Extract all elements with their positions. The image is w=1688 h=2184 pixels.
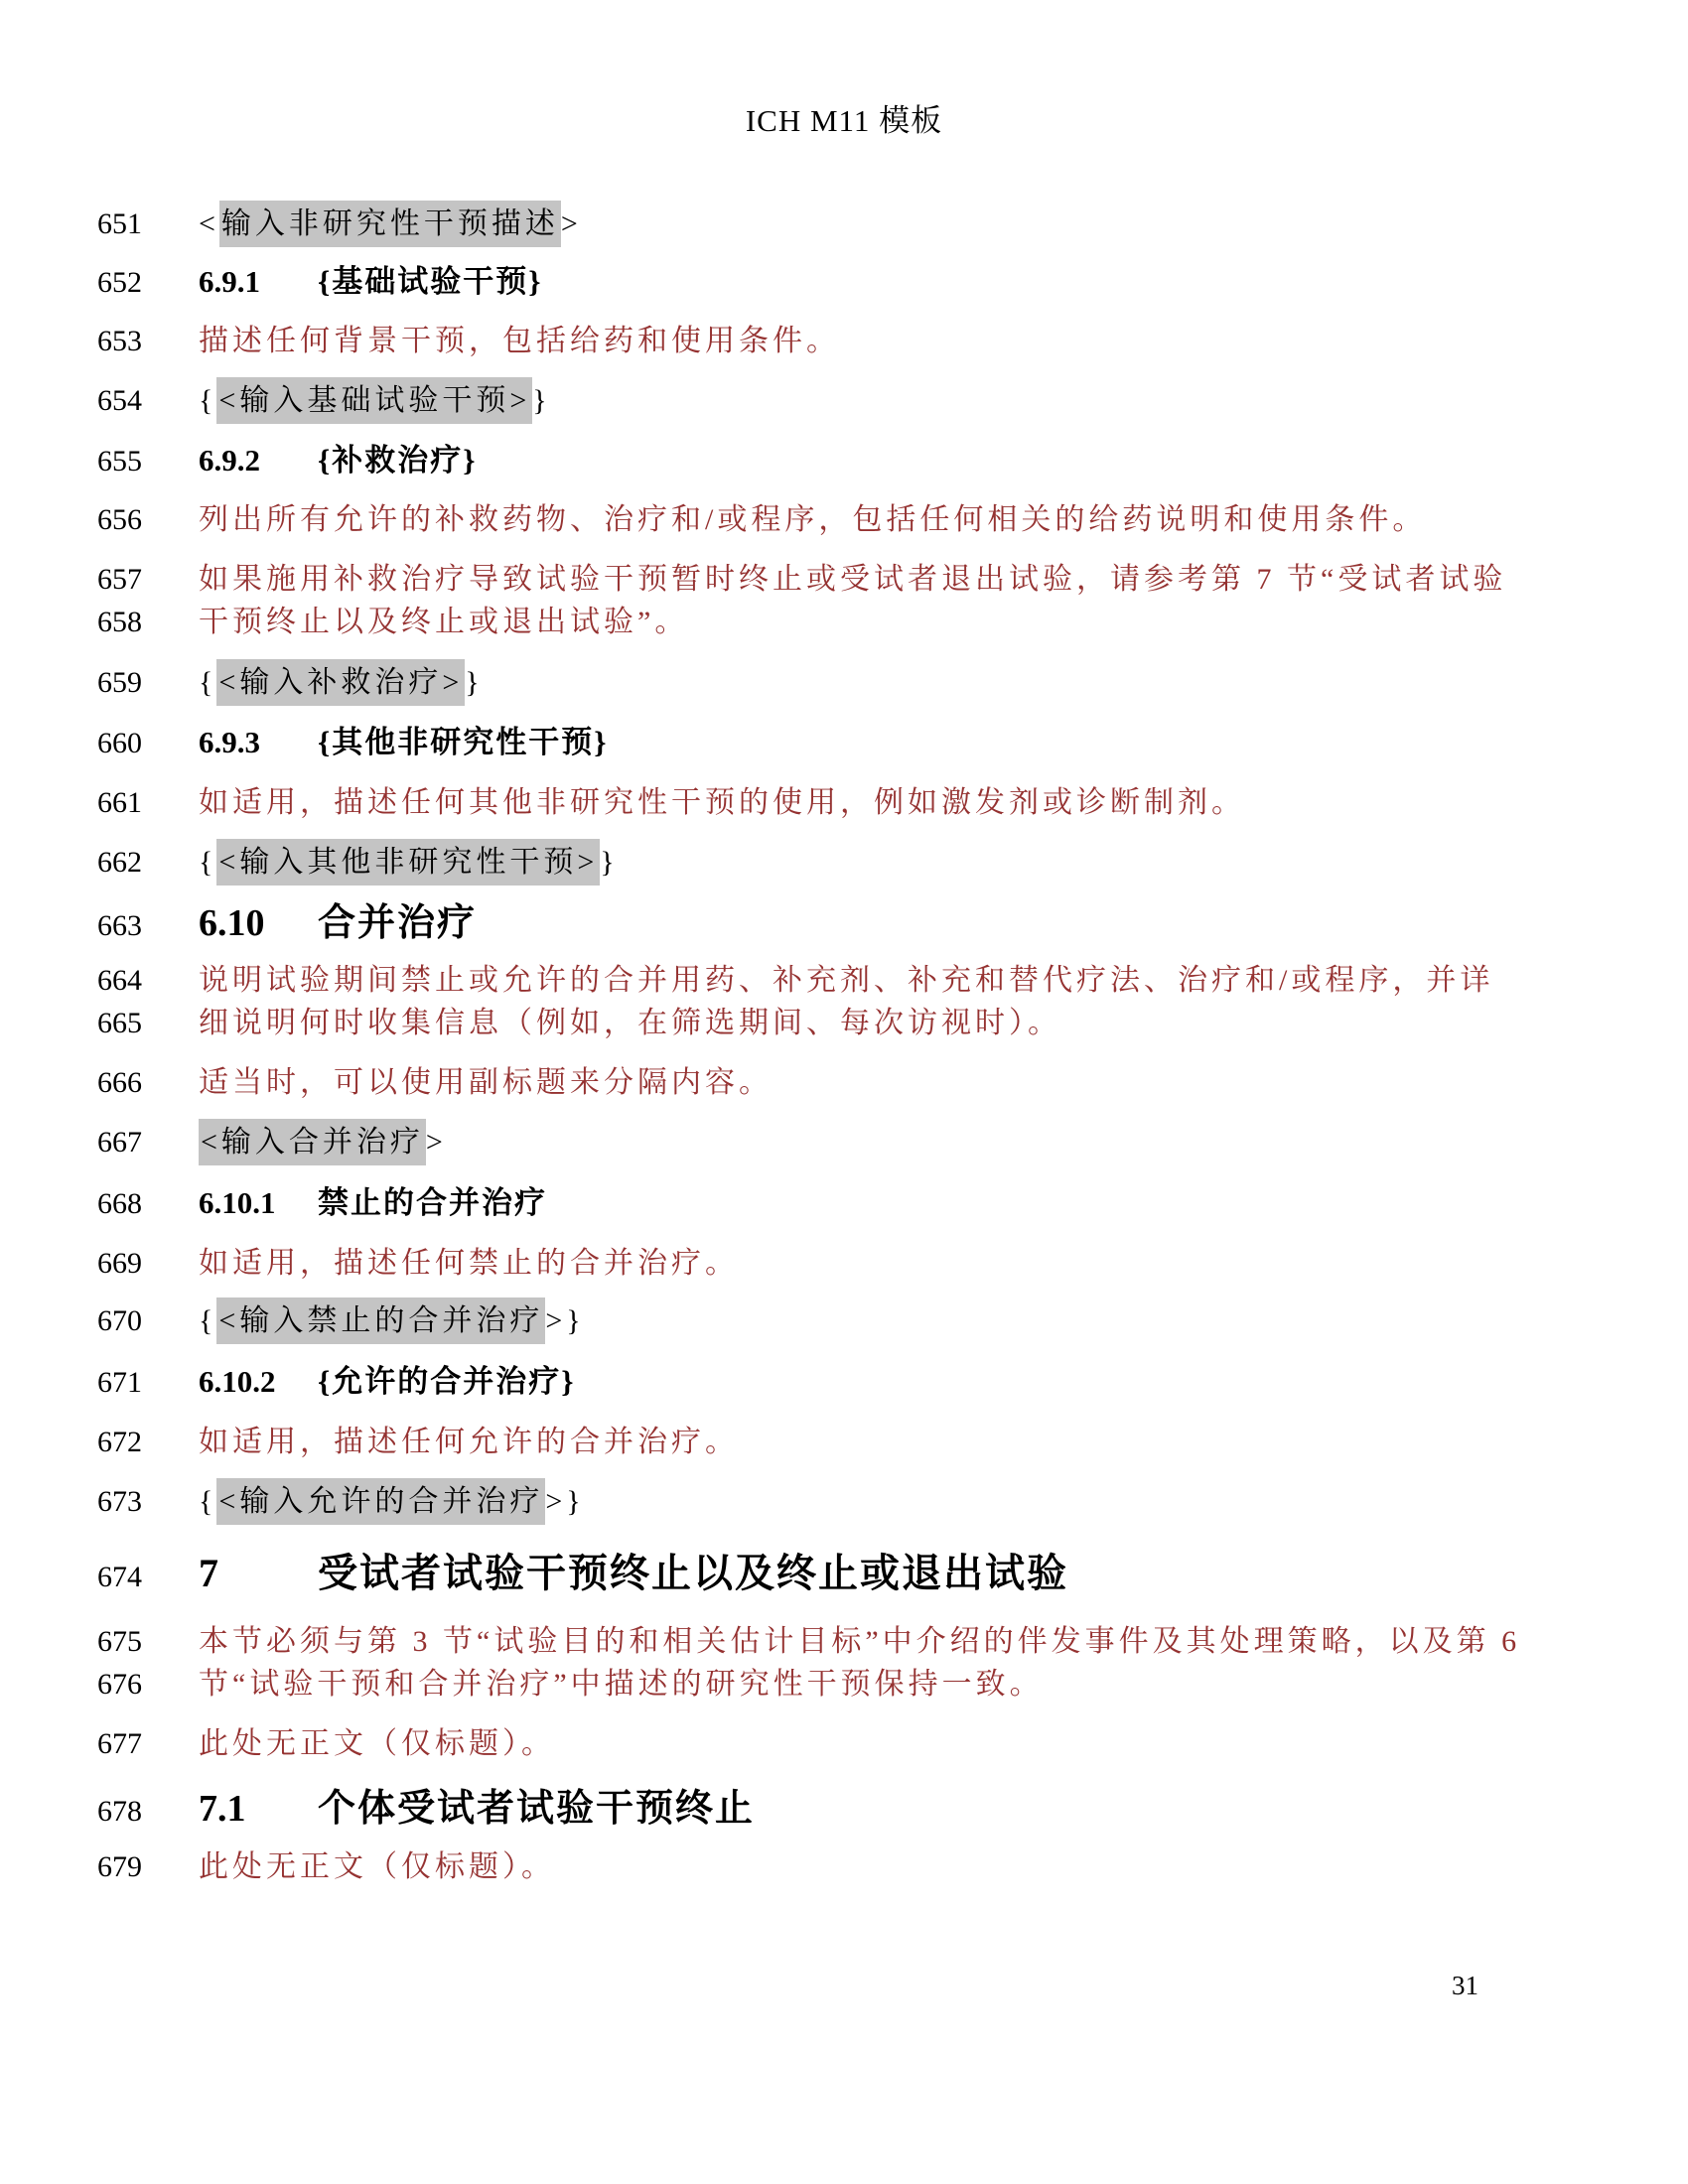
placeholder-prefix: { [199,666,217,699]
instruction-text: 适当时，可以使用副标题来分隔内容。 [199,1066,773,1099]
document-line-660 [0,717,1688,761]
section-title: {其他非研究性干预} [318,725,609,759]
document-line-669 [0,1238,1688,1282]
instruction-text: 干预终止以及终止或退出试验”。 [199,606,689,638]
instruction-text: 描述任何背景干预，包括给药和使用条件。 [199,325,840,357]
line-number: 655 [97,445,142,478]
placeholder-text [199,1296,585,1339]
line-number: 663 [97,909,142,942]
line-number: 662 [97,846,142,879]
document-line-675 [0,1616,1688,1660]
placeholder-suffix: > [560,207,582,240]
document-line-658 [0,597,1688,640]
placeholder-prefix: < [199,207,219,240]
document-line-663 [0,891,1688,946]
document-line-664 [0,955,1688,999]
placeholder-prefix: { [199,384,217,417]
section-number: 6.9.3 [199,725,260,759]
section-title: {补救治疗} [318,443,478,478]
document-header-title: ICH M11 模板 [745,103,943,138]
placeholder-suffix: } [465,666,484,699]
line-number: 671 [97,1366,142,1399]
placeholder-prefix: { [199,846,217,879]
section-title: 禁止的合并治疗 [318,1185,547,1220]
line-number: 669 [97,1247,142,1280]
section-title: 受试者试验干预终止以及终止或退出试验 [318,1551,1068,1595]
section-number: 7.1 [199,1788,246,1830]
section-title: 合并治疗 [318,902,478,944]
line-number: 656 [97,503,142,536]
section-number: 6.10.2 [199,1364,276,1399]
line-number: 659 [97,666,142,699]
instruction-text: 此处无正文（仅标题）。 [199,1727,555,1760]
placeholder-highlight: <输入补救治疗> [216,659,465,706]
line-number: 664 [97,964,142,997]
document-line-652 [0,256,1688,301]
instruction-text: 本节必须与第 3 节“试验目的和相关估计目标”中介绍的伴发事件及其处理策略，以及第 6 [199,1625,1521,1658]
placeholder-highlight: 输入非研究性干预描述 [219,201,561,247]
section-number: 6.10 [199,902,265,944]
line-number: 678 [97,1795,142,1828]
placeholder-highlight: <输入合并治疗 [199,1119,426,1165]
section-number: 7 [199,1551,218,1595]
section-title: {基础试验干预} [318,264,543,299]
placeholder-highlight: <输入允许的合并治疗 [216,1478,545,1525]
document-line-661 [0,777,1688,821]
document-line-656 [0,494,1688,538]
line-number: 675 [97,1625,142,1658]
document-line-653 [0,316,1688,359]
line-number: 668 [97,1187,142,1220]
placeholder-suffix: >} [545,1485,585,1518]
section-title: 个体受试者试验干预终止 [318,1788,756,1830]
document-line-667 [0,1117,1688,1160]
placeholder-highlight: <输入基础试验干预> [216,377,532,424]
section-number: 6.9.1 [199,264,260,299]
line-number: 654 [97,384,142,417]
document-line-678 [0,1777,1688,1832]
document-line-673 [0,1476,1688,1520]
instruction-text: 此处无正文（仅标题）。 [199,1850,555,1883]
instruction-text: 列出所有允许的补救药物、治疗和/或程序，包括任何相关的给药说明和使用条件。 [199,503,1427,536]
placeholder-text [199,199,582,242]
document-line-676 [0,1659,1688,1703]
placeholder-text [199,1117,447,1160]
placeholder-prefix: { [199,1304,217,1337]
document-line-671 [0,1356,1688,1401]
document-line-679 [0,1842,1688,1885]
line-number: 651 [97,207,142,240]
line-number: 677 [97,1727,142,1760]
placeholder-suffix: >} [545,1304,585,1337]
line-number: 673 [97,1485,142,1518]
instruction-text: 节“试验干预和合并治疗”中描述的研究性干预保持一致。 [199,1668,1044,1701]
line-number: 672 [97,1426,142,1458]
document-line-666 [0,1057,1688,1101]
line-number: 652 [97,266,142,299]
document-line-657 [0,554,1688,598]
placeholder-text [199,837,619,881]
placeholder-text [199,657,484,701]
line-number: 676 [97,1668,142,1701]
section-number: 6.10.1 [199,1185,276,1220]
line-number: 679 [97,1850,142,1883]
line-number: 657 [97,563,142,596]
line-number: 660 [97,727,142,759]
placeholder-text [199,1476,585,1520]
section-title: {允许的合并治疗} [318,1364,576,1399]
line-number: 667 [97,1126,142,1159]
document-line-665 [0,998,1688,1041]
document-line-651 [0,199,1688,242]
document-line-677 [0,1718,1688,1762]
document-line-668 [0,1177,1688,1222]
line-number: 658 [97,606,142,638]
document-line-672 [0,1417,1688,1460]
instruction-text: 细说明何时收集信息（例如，在筛选期间、每次访视时）。 [199,1007,1061,1039]
placeholder-suffix: > [425,1126,447,1159]
line-number: 666 [97,1066,142,1099]
placeholder-highlight: <输入禁止的合并治疗 [216,1297,545,1344]
placeholder-text [199,375,551,419]
placeholder-highlight: <输入其他非研究性干预> [216,839,600,886]
page-number: 31 [1452,1971,1478,2000]
line-number: 674 [97,1561,142,1593]
placeholder-suffix: } [600,846,619,879]
document-line-659 [0,657,1688,701]
instruction-text: 如适用，描述任何其他非研究性干预的使用，例如激发剂或诊断制剂。 [199,786,1245,819]
line-number: 661 [97,786,142,819]
placeholder-suffix: } [532,384,551,417]
line-number: 665 [97,1007,142,1039]
instruction-text: 如果施用补救治疗导致试验干预暂时终止或受试者退出试验，请参考第 7 节“受试者试验 [199,563,1507,596]
document-line-655 [0,435,1688,479]
instruction-text: 说明试验期间禁止或允许的合并用药、补充剂、补充和替代疗法、治疗和/或程序，并详 [199,964,1494,997]
line-number: 670 [97,1304,142,1337]
document-line-662 [0,837,1688,881]
placeholder-prefix: { [199,1485,217,1518]
instruction-text: 如适用，描述任何禁止的合并治疗。 [199,1247,739,1280]
section-number: 6.9.2 [199,443,260,478]
document-line-654 [0,375,1688,419]
document-line-670 [0,1296,1688,1339]
line-number: 653 [97,325,142,357]
document-line-674 [0,1542,1688,1598]
instruction-text: 如适用，描述任何允许的合并治疗。 [199,1426,739,1458]
